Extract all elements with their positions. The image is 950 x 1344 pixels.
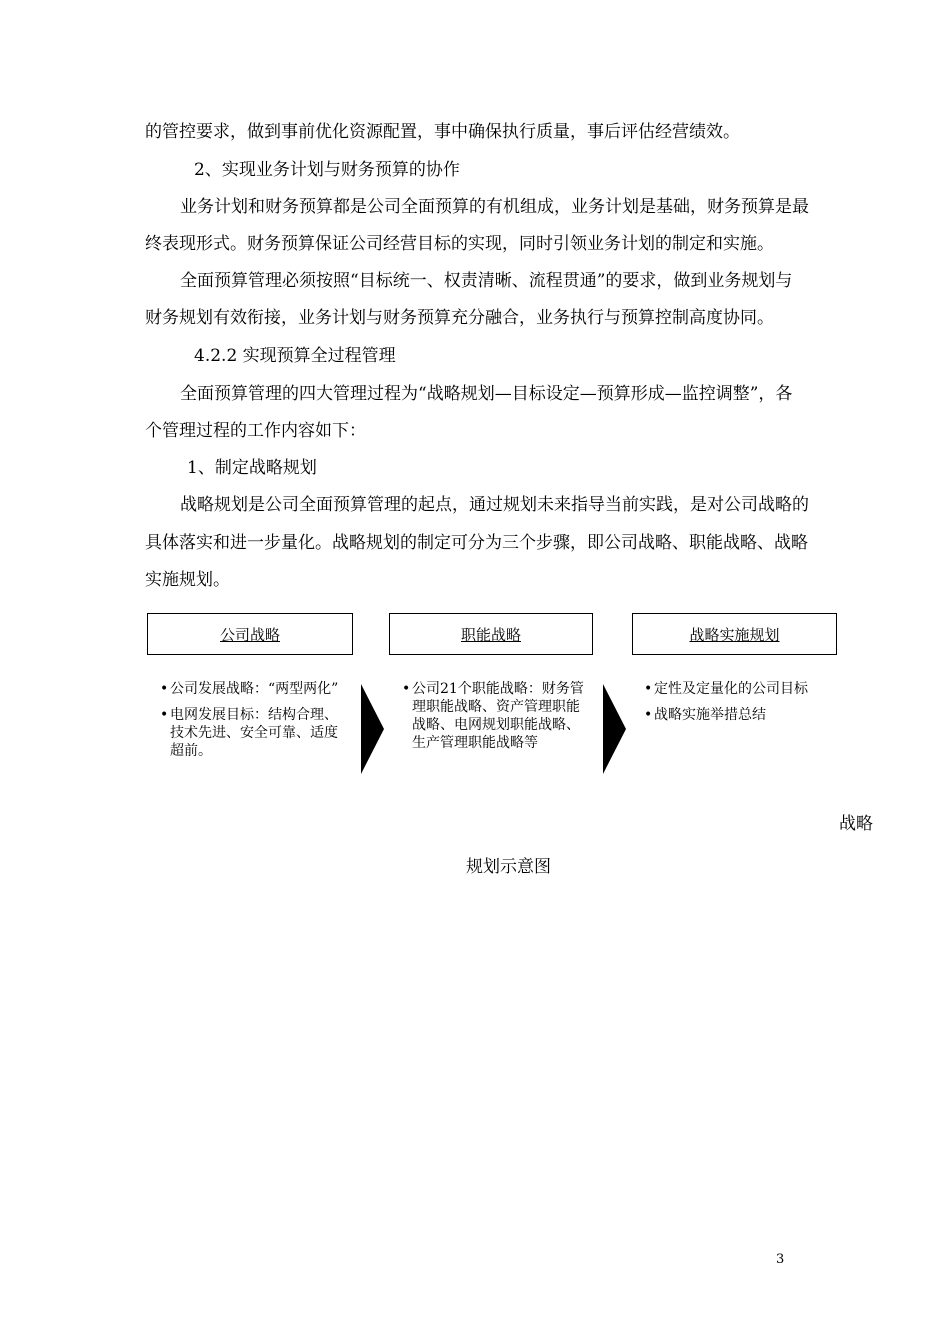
chevron-right-icon [361,684,385,774]
paragraph-line: 战略规划是公司全面预算管理的起点，通过规划未来指导当前实践，是对公司战略的 [180,495,809,515]
list-item: • 战略实施举措总结 [644,707,766,723]
box-label: 职能战略 [460,625,521,644]
paragraph-line: 全面预算管理的四大管理过程为“战略规划—目标设定—预算形成—监控调整”，各 [180,384,793,404]
list-item: • 公司发展战略：“两型两化” [160,681,339,697]
paragraph-line: 终表现形式。财务预算保证公司经营目标的实现，同时引领业务计划的制定和实施。 [145,234,774,254]
box-functional-strategy [389,613,593,655]
paragraph-line: 的管控要求，做到事前优化资源配置，事中确保执行质量，事后评估经营绩效。 [145,122,740,142]
box-label: 战略实施规划 [689,625,780,644]
box-label: 公司战略 [219,625,280,644]
paragraph-line: 财务规划有效衔接，业务计划与财务预算充分融合，业务执行与预算控制高度协同。 [145,308,774,328]
bullet-list-implementation [644,680,809,732]
caption-part1: 战略 [839,814,873,834]
paragraph-line: 业务计划和财务预算都是公司全面预算的有机组成，业务计划是基础，财务预算是最 [180,197,809,217]
section-heading: 2、实现业务计划与财务预算的协作 [194,160,460,180]
section-heading: 4.2.2 实现预算全过程管理 [194,346,396,366]
list-item: • 定性及定量化的公司目标 [644,681,808,697]
paragraph-line: 个管理过程的工作内容如下： [145,421,366,441]
bullet: • [160,707,169,723]
chevron-right-icon [603,684,627,774]
bullet: • [160,681,169,697]
bullet-list-company [160,680,346,768]
bullet: • [644,681,653,697]
caption-part2: 规划示意图 [466,857,551,877]
bullet: • [644,707,653,723]
paragraph-line: 具体落实和进一步量化。战略规划的制定可分为三个步骤，即公司战略、职能战略、战略 [145,533,808,553]
box-company-strategy [147,613,353,655]
bullet: • [402,681,411,697]
section-heading: 1、制定战略规划 [187,458,317,478]
box-implementation-plan [632,613,837,655]
page-number: 3 [776,1252,785,1267]
bullet-list-functional [402,680,586,760]
paragraph-line: 实施规划。 [145,570,230,590]
list-item: • 电网发展目标：结构合理、技术先进、安全可靠、适度超前。 [160,707,338,759]
list-item: • 公司21个职能战略：财务管理职能战略、资产管理职能战略、电网规划职能战略、生产管理职能战略等 [402,681,584,751]
paragraph-line: 全面预算管理必须按照“目标统一、权责清晰、流程贯通”的要求，做到业务规划与 [180,271,793,291]
